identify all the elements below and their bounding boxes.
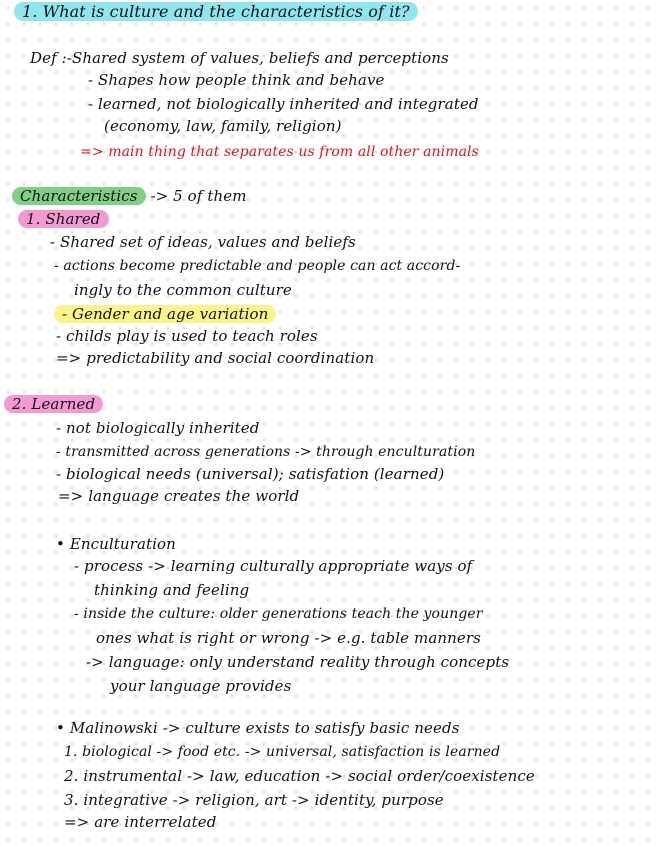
list-item: - Shared set of ideas, values and beliefs [50, 233, 356, 251]
definition-conclusion: => main thing that separates us from all other animals [80, 144, 479, 160]
list-item: - not biologically inherited [56, 419, 260, 437]
definition-text: :-Shared system of values, beliefs and perceptions [61, 49, 449, 67]
learned-heading: 2. Learned [4, 394, 103, 414]
list-item: -> language: only understand reality through concepts [86, 653, 510, 671]
shared-heading: 1. Shared [18, 209, 109, 229]
list-item: ingly to the common culture [74, 281, 292, 299]
page-title: 1. What is culture and the characteristics of it? [14, 2, 418, 22]
list-item: your language provides [110, 677, 292, 695]
malinowski-heading: • Malinowski -> culture exists to satisfy basic needs [56, 719, 460, 737]
enculturation-heading: • Enculturation [56, 535, 176, 553]
list-item: => language creates the world [58, 487, 300, 505]
list-item-highlighted: - Gender and age variation [54, 304, 276, 324]
list-item: => predictability and social coordination [56, 349, 375, 367]
characteristics-label: Characteristics [12, 187, 146, 205]
definition-line-1 [30, 48, 449, 68]
list-item: ones what is right or wrong -> e.g. table manners [96, 629, 481, 647]
list-item: - transmitted across generations -> through enculturation [56, 444, 476, 460]
list-item: - actions become predictable and people can act accord- [54, 258, 461, 274]
list-item: - childs play is used to teach roles [56, 327, 318, 345]
definition-line-3: - learned, not biologically inherited and integrated [88, 95, 479, 113]
list-item: - inside the culture: older generations teach the younger [74, 606, 483, 622]
characteristics-note: -> 5 of them [150, 187, 247, 205]
definition-label: Def [30, 49, 57, 67]
characteristics-heading [12, 186, 247, 206]
list-item: thinking and feeling [94, 581, 250, 599]
list-item: => are interrelated [64, 813, 217, 831]
definition-line-2: - Shapes how people think and behave [88, 71, 385, 89]
definition-line-4: (economy, law, family, religion) [104, 117, 342, 135]
list-item: - biological needs (universal); satisfation (learned) [56, 465, 445, 483]
list-item: 3. integrative -> religion, art -> identity, purpose [64, 791, 444, 809]
list-item: 2. instrumental -> law, education -> social order/coexistence [64, 767, 535, 785]
list-item: - process -> learning culturally appropriate ways of [74, 557, 473, 575]
list-item: 1. biological -> food etc. -> universal, satisfaction is learned [64, 744, 501, 760]
